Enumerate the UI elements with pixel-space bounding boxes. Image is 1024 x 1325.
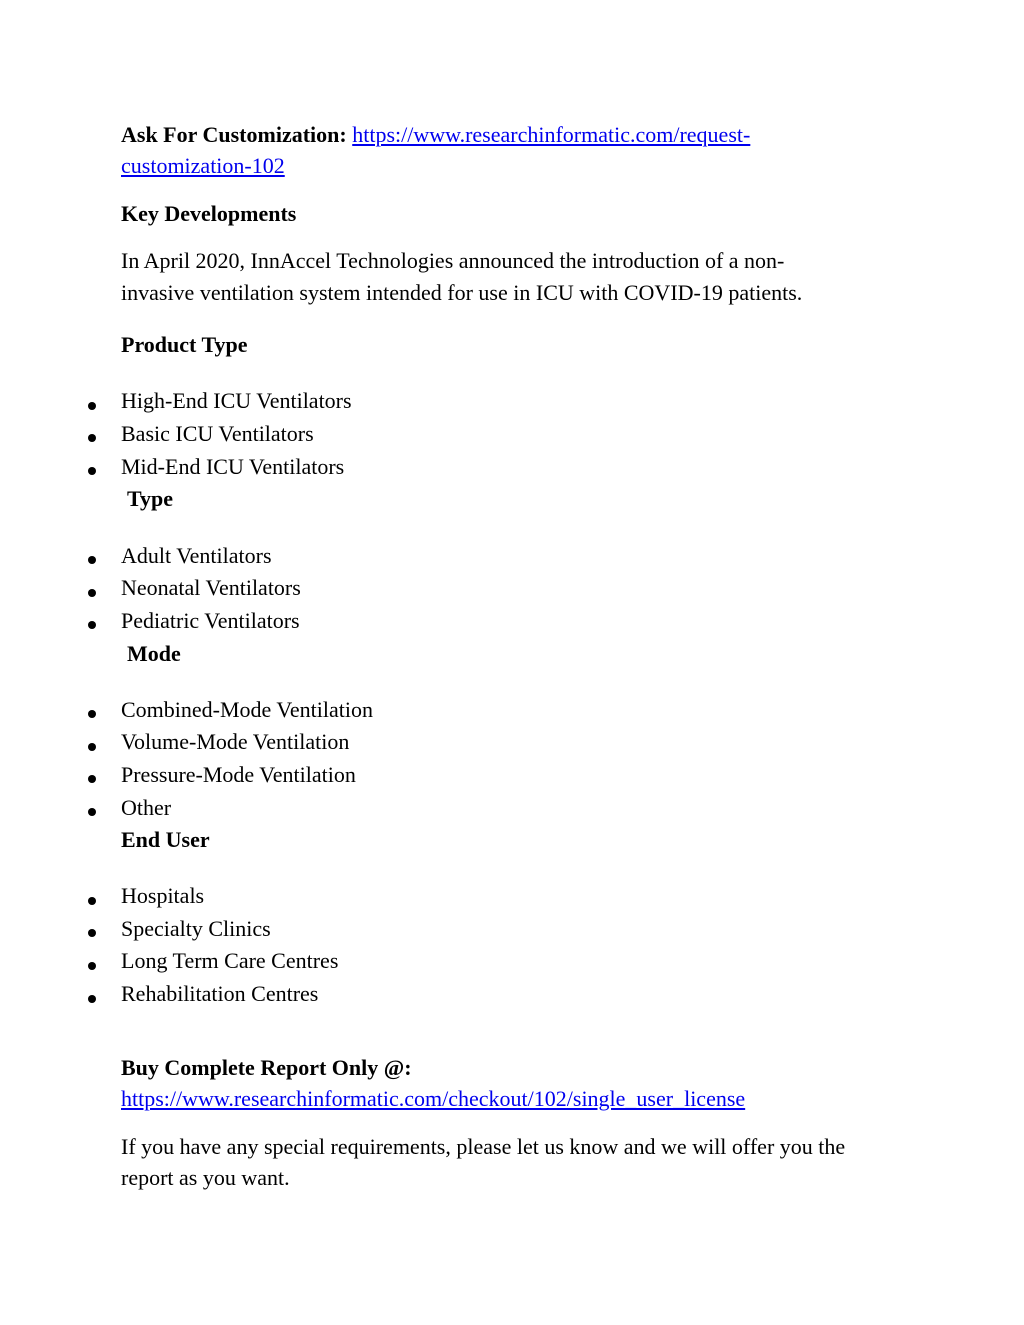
bullet-icon (88, 962, 96, 970)
bullet-icon (88, 556, 96, 564)
bullet-icon (88, 929, 96, 937)
bullet-icon (88, 995, 96, 1003)
product-type-heading: Product Type (121, 332, 248, 357)
list-item: Adult Ventilators (121, 543, 272, 568)
bullet-icon (88, 710, 96, 718)
list-item: Neonatal Ventilators (121, 575, 301, 600)
bullet-icon (88, 589, 96, 597)
buy-report-link-line (121, 1083, 745, 1115)
list-item: Other (121, 795, 172, 820)
key-developments-heading: Key Developments (121, 201, 297, 226)
type-heading: Type (127, 486, 174, 511)
list-item: Combined-Mode Ventilation (121, 697, 373, 722)
list-item: Rehabilitation Centres (121, 981, 319, 1006)
list-item: Basic ICU Ventilators (121, 421, 314, 446)
list-item: Hospitals (121, 883, 205, 908)
bullet-icon (88, 897, 96, 905)
key-developments-line2: invasive ventilation system intended for use in ICU with COVID-19 patients. (121, 280, 803, 305)
bullet-icon (88, 434, 96, 442)
customization-label: Ask For Customization: (121, 122, 347, 147)
list-item: Mid-End ICU Ventilators (121, 454, 345, 479)
bullet-icon (88, 621, 96, 629)
mode-heading: Mode (127, 641, 181, 666)
list-item: High-End ICU Ventilators (121, 388, 352, 413)
list-item: Pediatric Ventilators (121, 608, 300, 633)
customization-line (121, 119, 750, 151)
bullet-icon (88, 808, 96, 816)
buy-report-label: Buy Complete Report Only @: (121, 1055, 412, 1080)
list-item: Specialty Clinics (121, 916, 271, 941)
customization-link-part2[interactable]: customization-102 (121, 153, 285, 178)
bullet-icon (88, 467, 96, 475)
key-developments-line1: In April 2020, InnAccel Technologies announced the introduction of a non- (121, 248, 785, 273)
buy-report-link[interactable]: https://www.researchinformatic.com/checkout/102/single_user_license (121, 1086, 746, 1111)
list-item: Volume-Mode Ventilation (121, 729, 350, 754)
customization-link[interactable]: https://www.researchinformatic.com/request- (352, 122, 751, 147)
closing-line1: If you have any special requirements, please let us know and we will offer you the (121, 1134, 846, 1159)
bullet-icon (88, 743, 96, 751)
closing-line2: report as you want. (121, 1165, 290, 1190)
bullet-icon (88, 775, 96, 783)
customization-link-continuation (121, 150, 285, 182)
list-item: Long Term Care Centres (121, 948, 339, 973)
end-user-heading: End User (121, 827, 210, 852)
list-item: Pressure-Mode Ventilation (121, 762, 356, 787)
bullet-icon (88, 402, 96, 410)
